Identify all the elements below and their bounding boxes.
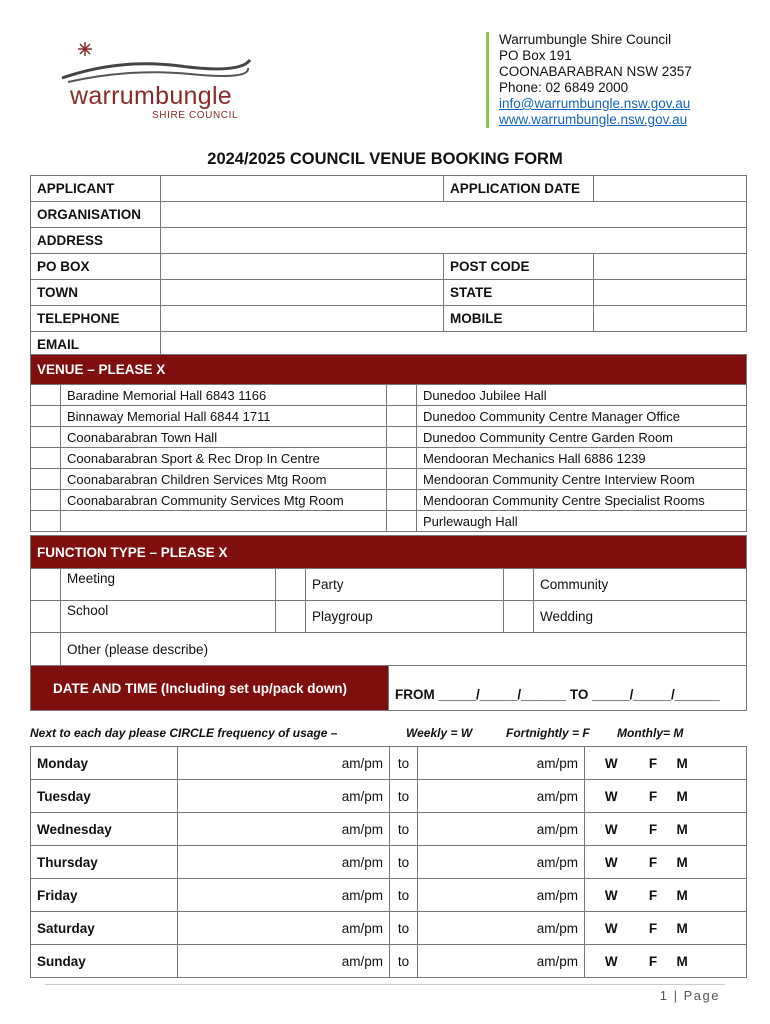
day-row (31, 945, 747, 978)
community-label: Community (534, 569, 747, 601)
day-row (31, 780, 747, 813)
day-row (31, 879, 747, 912)
post-code-label: POST CODE (444, 254, 594, 280)
fortnightly-option[interactable]: F (638, 813, 669, 846)
applicant-label: APPLICANT (31, 176, 161, 202)
venue-label: Dunedoo Community Centre Garden Room (417, 427, 747, 448)
date-table (30, 665, 747, 711)
day-label: Saturday (31, 912, 178, 945)
monthly-option[interactable]: M (669, 945, 747, 978)
monthly-option[interactable]: M (669, 879, 747, 912)
to-label: to (390, 780, 418, 813)
venue-row (31, 427, 747, 448)
town-label: TOWN (31, 280, 161, 306)
end-time-input[interactable]: am/pm (418, 780, 585, 813)
end-time-input[interactable]: am/pm (418, 945, 585, 978)
weekly-option[interactable]: W (585, 846, 638, 879)
party-checkbox[interactable] (276, 569, 306, 601)
fortnightly-option[interactable]: F (638, 879, 669, 912)
party-label: Party (306, 569, 504, 601)
school-checkbox[interactable] (31, 601, 61, 633)
schedule-table (30, 746, 747, 978)
date-label: DATE AND TIME (Including set up/pack down) (31, 666, 389, 711)
end-time-input[interactable]: am/pm (418, 747, 585, 780)
weekly-option[interactable]: W (585, 780, 638, 813)
venue-header: VENUE – PLEASE X (31, 355, 747, 385)
monthly-option[interactable]: M (669, 780, 747, 813)
logo-name: warrumbungle (70, 82, 233, 110)
venue-label: Coonabarabran Sport & Rec Drop In Centre (61, 448, 387, 469)
weekly-hint: Weekly = W (406, 726, 473, 740)
app-date-input[interactable] (594, 176, 747, 202)
email-link[interactable]: info@warrumbungle.nsw.gov.au (499, 96, 691, 111)
venue-checkbox[interactable] (387, 511, 417, 532)
other-label: Other (please describe) (61, 633, 747, 666)
state-input[interactable] (594, 280, 747, 306)
function-header: FUNCTION TYPE – PLEASE X (31, 536, 747, 569)
meeting-checkbox[interactable] (31, 569, 61, 601)
mobile-label: MOBILE (444, 306, 594, 332)
telephone-label: TELEPHONE (31, 306, 161, 332)
app-date-label: APPLICATION DATE (444, 176, 594, 202)
start-time-input[interactable]: am/pm (178, 747, 390, 780)
other-checkbox[interactable] (31, 633, 61, 666)
to-label: to (390, 846, 418, 879)
venue-checkbox[interactable] (31, 448, 61, 469)
monthly-option[interactable]: M (669, 747, 747, 780)
venue-label: Mendooran Mechanics Hall 6886 1239 (417, 448, 747, 469)
venue-label: Binnaway Memorial Hall 6844 1711 (61, 406, 387, 427)
council-logo (60, 38, 260, 128)
to-label: to (390, 912, 418, 945)
monthly-option[interactable]: M (669, 846, 747, 879)
venue-checkbox[interactable] (387, 490, 417, 511)
community-checkbox[interactable] (504, 569, 534, 601)
end-time-input[interactable]: am/pm (418, 813, 585, 846)
weekly-option[interactable]: W (585, 747, 638, 780)
email-label: EMAIL (31, 332, 161, 358)
venue-label: Baradine Memorial Hall 6843 1166 (61, 385, 387, 406)
day-label: Monday (31, 747, 178, 780)
venue-checkbox[interactable] (387, 427, 417, 448)
form-title: 2024/2025 COUNCIL VENUE BOOKING FORM (207, 150, 563, 168)
day-label: Tuesday (31, 780, 178, 813)
contact-line: PO Box 191 (499, 48, 572, 63)
venue-checkbox[interactable] (31, 469, 61, 490)
day-row (31, 813, 747, 846)
monthly-option[interactable]: M (669, 912, 747, 945)
venue-label: Dunedoo Community Centre Manager Office (417, 406, 747, 427)
end-time-input[interactable]: am/pm (418, 879, 585, 912)
weekly-option[interactable]: W (585, 945, 638, 978)
day-label: Friday (31, 879, 178, 912)
weekly-option[interactable]: W (585, 879, 638, 912)
venue-checkbox[interactable] (31, 385, 61, 406)
venue-checkbox[interactable] (387, 469, 417, 490)
fortnightly-option[interactable]: F (638, 912, 669, 945)
weekly-option[interactable]: W (585, 912, 638, 945)
monthly-option[interactable]: M (669, 813, 747, 846)
contact-block (486, 32, 692, 128)
venue-label: Coonabarabran Town Hall (61, 427, 387, 448)
school-label: School (61, 601, 276, 633)
logo-sub: SHIRE COUNCIL (152, 110, 239, 121)
mobile-input[interactable] (594, 306, 747, 332)
venue-checkbox[interactable] (387, 448, 417, 469)
venue-row (31, 385, 747, 406)
fortnightly-option[interactable]: F (638, 945, 669, 978)
end-time-input[interactable]: am/pm (418, 846, 585, 879)
venue-row (31, 406, 747, 427)
day-label: Sunday (31, 945, 178, 978)
start-time-input[interactable]: am/pm (178, 846, 390, 879)
fortnightly-option[interactable]: F (638, 747, 669, 780)
venue-label: Coonabarabran Children Services Mtg Room (61, 469, 387, 490)
organisation-label: ORGANISATION (31, 202, 161, 228)
contact-line: COONABARABRAN NSW 2357 (499, 64, 692, 79)
venue-row (31, 448, 747, 469)
address-label: ADDRESS (31, 228, 161, 254)
venue-label: Dunedoo Jubilee Hall (417, 385, 747, 406)
venue-row (31, 511, 747, 532)
venue-row (31, 469, 747, 490)
function-table (30, 535, 747, 666)
venue-label: Coonabarabran Community Services Mtg Room (61, 490, 387, 511)
organisation-input[interactable] (161, 202, 747, 228)
day-row (31, 747, 747, 780)
venue-checkbox[interactable] (31, 406, 61, 427)
contact-line: Warrumbungle Shire Council (499, 32, 672, 47)
wedding-checkbox[interactable] (504, 601, 534, 633)
day-row (31, 912, 747, 945)
day-row (31, 846, 747, 879)
start-time-input[interactable]: am/pm (178, 879, 390, 912)
page-number: 1 | Page (659, 988, 720, 1003)
wedding-label: Wedding (534, 601, 747, 633)
date-range-input[interactable]: FROM _____/_____/______ TO _____/_____/______ (389, 666, 747, 711)
applicant-input[interactable] (161, 176, 444, 202)
website-link[interactable]: www.warrumbungle.nsw.gov.au (499, 112, 688, 127)
address-input[interactable] (161, 228, 747, 254)
post-code-input[interactable] (594, 254, 747, 280)
venue-checkbox[interactable] (31, 427, 61, 448)
venue-label: Purlewaugh Hall (417, 511, 747, 532)
telephone-input[interactable] (161, 306, 444, 332)
start-time-input[interactable]: am/pm (178, 912, 390, 945)
monthly-hint: Monthly= M (617, 726, 684, 740)
venue-checkbox[interactable] (387, 406, 417, 427)
footer-rule (45, 984, 725, 985)
venue-checkbox[interactable] (387, 385, 417, 406)
venue-checkbox[interactable] (31, 511, 61, 532)
playgroup-checkbox[interactable] (276, 601, 306, 633)
to-label: to (390, 879, 418, 912)
po-box-label: PO BOX (31, 254, 161, 280)
town-input[interactable] (161, 280, 444, 306)
meeting-label: Meeting (61, 569, 276, 601)
to-label: to (390, 945, 418, 978)
venue-table (30, 354, 747, 532)
venue-label: Mendooran Community Centre Interview Room (417, 469, 747, 490)
end-time-input[interactable]: am/pm (418, 912, 585, 945)
start-time-input[interactable]: am/pm (178, 813, 390, 846)
hint-text: Next to each day please CIRCLE frequency of usage – (30, 726, 338, 740)
contact-line: Phone: 02 6849 2000 (499, 80, 629, 95)
start-time-input[interactable]: am/pm (178, 780, 390, 813)
fortnightly-option[interactable]: F (638, 780, 669, 813)
playgroup-label: Playgroup (306, 601, 504, 633)
to-label: to (390, 813, 418, 846)
venue-label (61, 511, 387, 532)
frequency-hint (30, 726, 747, 740)
day-label: Thursday (31, 846, 178, 879)
po-box-input[interactable] (161, 254, 444, 280)
venue-checkbox[interactable] (31, 490, 61, 511)
weekly-option[interactable]: W (585, 813, 638, 846)
fortnightly-hint: Fortnightly = F (506, 726, 590, 740)
venue-label: Mendooran Community Centre Specialist Rooms (417, 490, 747, 511)
state-label: STATE (444, 280, 594, 306)
fortnightly-option[interactable]: F (638, 846, 669, 879)
to-label: to (390, 747, 418, 780)
start-time-input[interactable]: am/pm (178, 945, 390, 978)
applicant-table (30, 175, 747, 358)
venue-row (31, 490, 747, 511)
day-label: Wednesday (31, 813, 178, 846)
